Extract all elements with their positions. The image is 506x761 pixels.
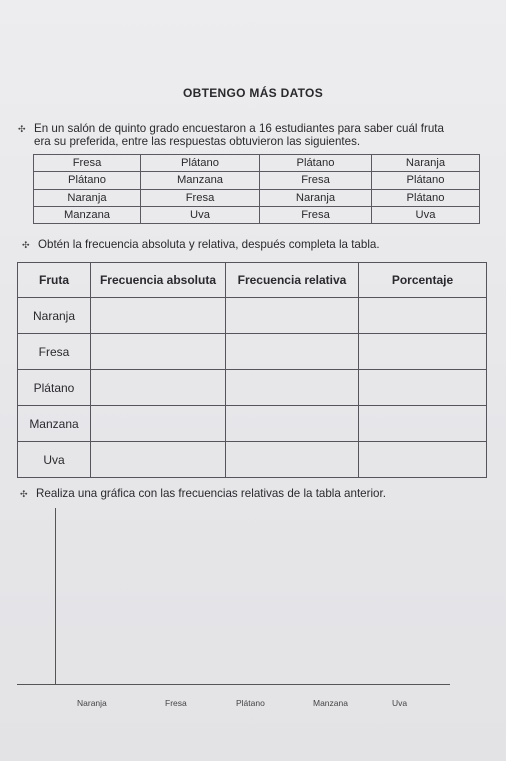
survey-cell: Manzana xyxy=(141,172,260,189)
absolute-frequency-cell[interactable] xyxy=(91,442,226,478)
absolute-frequency-cell[interactable] xyxy=(91,298,226,334)
survey-cell: Plátano xyxy=(260,155,372,172)
intro-line-2: era su preferida, entre las respuestas obtuvieron las siguientes. xyxy=(34,135,361,148)
table-row xyxy=(34,189,480,206)
survey-cell: Fresa xyxy=(34,155,141,172)
intro-line-2-wrap xyxy=(34,135,360,148)
relative-frequency-cell[interactable] xyxy=(226,370,359,406)
relative-frequency-cell[interactable] xyxy=(226,334,359,370)
survey-cell: Plátano xyxy=(34,172,141,189)
absolute-frequency-cell[interactable] xyxy=(91,406,226,442)
intro-line-1: En un salón de quinto grado encuestaron a 16 estudiantes para saber cuál fruta xyxy=(34,122,444,135)
fruit-label: Plátano xyxy=(18,370,91,406)
table-row xyxy=(18,298,487,334)
fruit-label: Naranja xyxy=(18,298,91,334)
survey-cell: Uva xyxy=(372,206,480,223)
survey-cell: Fresa xyxy=(260,172,372,189)
survey-table xyxy=(33,154,480,224)
header-porcentaje: Porcentaje xyxy=(359,263,487,298)
survey-cell: Uva xyxy=(141,206,260,223)
relative-frequency-cell[interactable] xyxy=(226,406,359,442)
graph-x-axis xyxy=(17,684,450,685)
fruit-label: Fresa xyxy=(18,334,91,370)
percentage-cell[interactable] xyxy=(359,334,487,370)
absolute-frequency-cell[interactable] xyxy=(91,370,226,406)
graph-y-axis xyxy=(55,508,56,685)
percentage-cell[interactable] xyxy=(359,442,487,478)
instruction-graph xyxy=(20,487,386,501)
graph-category-label: Manzana xyxy=(313,698,348,708)
table-row xyxy=(18,442,487,478)
survey-cell: Plátano xyxy=(141,155,260,172)
table-row xyxy=(18,370,487,406)
table-row xyxy=(34,206,480,223)
fruit-label: Manzana xyxy=(18,406,91,442)
page-title: OBTENGO MÁS DATOS xyxy=(183,86,323,100)
survey-cell: Fresa xyxy=(260,206,372,223)
percentage-cell[interactable] xyxy=(359,406,487,442)
survey-cell: Plátano xyxy=(372,189,480,206)
graph-category-label: Uva xyxy=(392,698,408,708)
fruit-label: Uva xyxy=(18,442,91,478)
frequency-table xyxy=(17,262,487,478)
relative-frequency-cell[interactable] xyxy=(226,442,359,478)
instruction-frequency xyxy=(22,238,380,252)
diamond-bullet-icon: ✣ xyxy=(22,240,30,250)
percentage-cell[interactable] xyxy=(359,370,487,406)
header-frecuencia-relativa: Frecuencia relativa xyxy=(226,263,359,298)
table-row xyxy=(18,334,487,370)
survey-cell: Plátano xyxy=(372,172,480,189)
survey-cell: Manzana xyxy=(34,206,141,223)
graph-category-label: Fresa xyxy=(165,698,187,708)
instruction-frequency-text: Obtén la frecuencia absoluta y relativa, después completa la tabla. xyxy=(38,238,380,251)
survey-cell: Naranja xyxy=(372,155,480,172)
graph-category-label: Naranja xyxy=(77,698,107,708)
survey-cell: Fresa xyxy=(141,189,260,206)
percentage-cell[interactable] xyxy=(359,298,487,334)
diamond-bullet-icon: ✣ xyxy=(20,489,28,499)
absolute-frequency-cell[interactable] xyxy=(91,334,226,370)
table-row xyxy=(18,406,487,442)
header-fruta: Fruta xyxy=(18,263,91,298)
table-header-row xyxy=(18,263,487,298)
survey-cell: Naranja xyxy=(260,189,372,206)
relative-frequency-cell[interactable] xyxy=(226,298,359,334)
graph-category-label: Plátano xyxy=(236,698,265,708)
header-frecuencia-absoluta: Frecuencia absoluta xyxy=(91,263,226,298)
table-row xyxy=(34,172,480,189)
survey-cell: Naranja xyxy=(34,189,141,206)
diamond-bullet-icon: ✣ xyxy=(18,124,26,134)
intro-paragraph xyxy=(18,122,444,136)
table-row xyxy=(34,155,480,172)
instruction-graph-text: Realiza una gráfica con las frecuencias relativas de la tabla anterior. xyxy=(36,487,386,500)
